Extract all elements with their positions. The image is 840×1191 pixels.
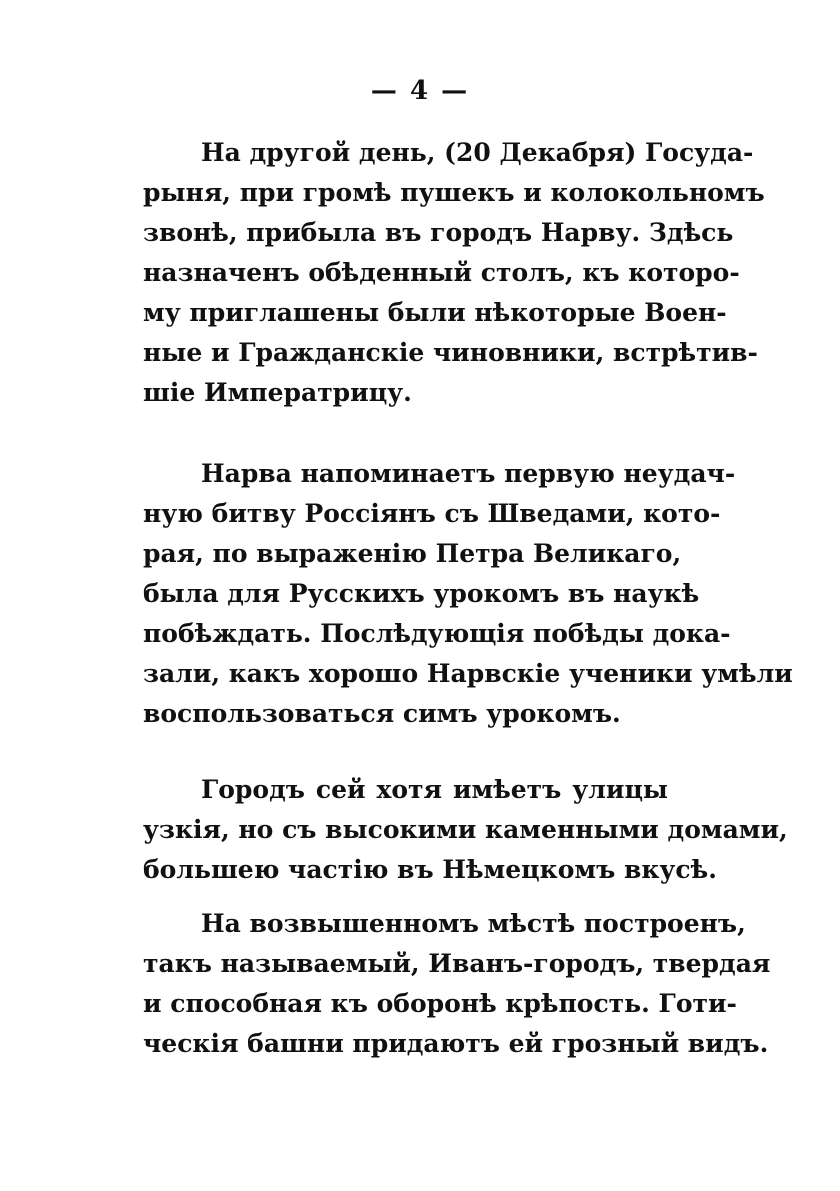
page-number: — 4 —: [370, 76, 470, 106]
text-line: побѣждать. Послѣдующія побѣды дока-: [143, 619, 731, 648]
text-line: большею частію въ Нѣмецкомъ вкусѣ.: [143, 855, 717, 884]
text-line: и способная къ оборонѣ крѣпость. Готи-: [143, 989, 737, 1018]
text-line: воспользоваться симъ урокомъ.: [143, 699, 621, 728]
text-line: такъ называемый, Иванъ-городъ, твердая: [143, 949, 771, 978]
text-line: ную битву Россіянъ съ Шведами, кото-: [143, 499, 721, 528]
paragraph: [143, 133, 765, 413]
text-line: ные и Гражданскіе чиновники, встрѣтив-: [143, 338, 758, 367]
text-line: рыня, при громѣ пушекъ и колокольномъ: [143, 178, 765, 207]
text-line: звонѣ, прибыла въ городъ Нарву. Здѣсь: [143, 218, 734, 247]
text-line: На возвышенномъ мѣстѣ построенъ,: [201, 909, 746, 938]
text-line: Нарва напоминаетъ первую неудач-: [201, 459, 736, 488]
text-line: была для Русскихъ урокомъ въ наукѣ: [143, 579, 700, 608]
text-line: назначенъ обѣденный столъ, къ которо-: [143, 258, 740, 287]
text-line: ческія башни придаютъ ей грозный видъ.: [143, 1029, 769, 1058]
text-line: му приглашены были нѣкоторые Воен-: [143, 298, 727, 327]
paragraph: [143, 770, 788, 890]
text-line: шіе Императрицу.: [143, 378, 412, 407]
text-line: зали, какъ хорошо Нарвскіе ученики умѣли: [143, 659, 793, 688]
text-line: Городъ сей хотя имѣетъ улицы: [201, 775, 668, 804]
text-line: На другой день, (20 Декабря) Госуда-: [201, 138, 754, 167]
text-line: узкія, но съ высокими каменными домами,: [143, 815, 788, 844]
text-line: рая, по выраженію Петра Великаго,: [143, 539, 682, 568]
paragraph: [143, 904, 771, 1064]
paragraph: [143, 454, 793, 734]
